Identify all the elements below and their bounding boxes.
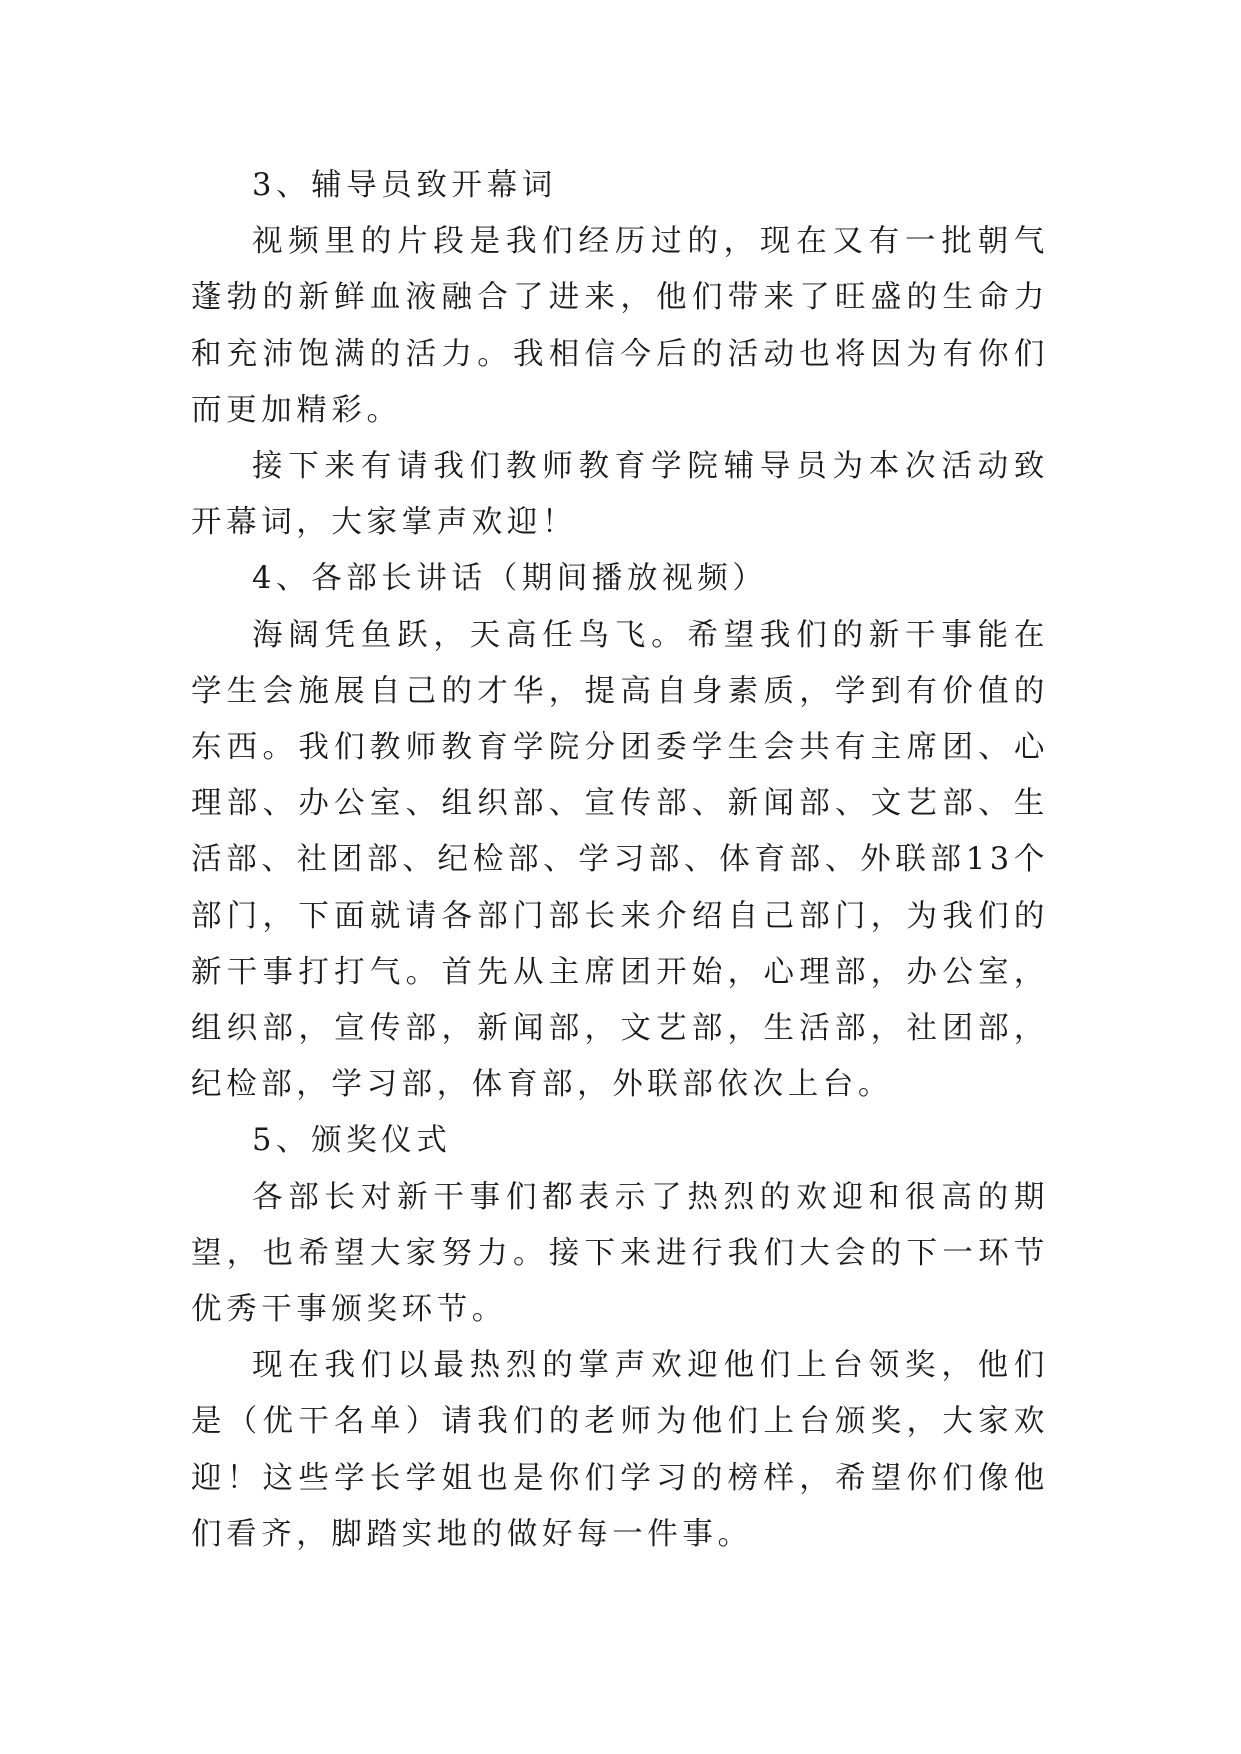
section-heading-5: 5、颁奖仪式 [252,1123,452,1159]
section-heading-4: 4、各部长讲话（期间播放视频） [252,561,768,597]
paragraph: 视频里的片段是我们经历过的，现在又有一批朝气蓬勃的新鲜血液融合了进来，他们带来了旺盛的生命力和充沛饱满的活力。我相信今后的活动也将因为有你们而更加精彩。 [191,224,1049,428]
paragraph: 现在我们以最热烈的掌声欢迎他们上台领奖，他们是（优干名单）请我们的老师为他们上台颁奖，大家欢迎！这些学长学姐也是你们学习的榜样，希望你们像他们看齐，脚踏实地的做好每一件事。 [191,1348,1049,1552]
paragraph: 接下来有请我们教师教育学院辅导员为本次活动致开幕词，大家掌声欢迎！ [191,449,1049,541]
paragraph: 各部长对新干事们都表示了热烈的欢迎和很高的期望，也希望大家努力。接下来进行我们大会的下一环节优秀干事颁奖环节。 [191,1179,1049,1328]
document-body [191,158,1049,1563]
section-heading-3: 3、辅导员致开幕词 [252,168,557,203]
paragraph: 海阔凭鱼跃，天高任鸟飞。希望我们的新干事能在学生会施展自己的才华，提高自身素质，学到有价值的东西。我们教师教育学院分团委学生会共有主席团、心理部、办公室、组织部、宣传部、新闻部、文艺部、生活部、社团部、纪检部、学习部、体育部、外联部13个部门，下面就请各部门部长来介绍自己部门，为我们的新干事打打气。首先从主席团开始，心理部，办公室，组织部，宣传部，新闻部，文艺部，生活部，社团部，纪检部，学习部，体育部，外联部依次上台。 [191,617,1049,1103]
